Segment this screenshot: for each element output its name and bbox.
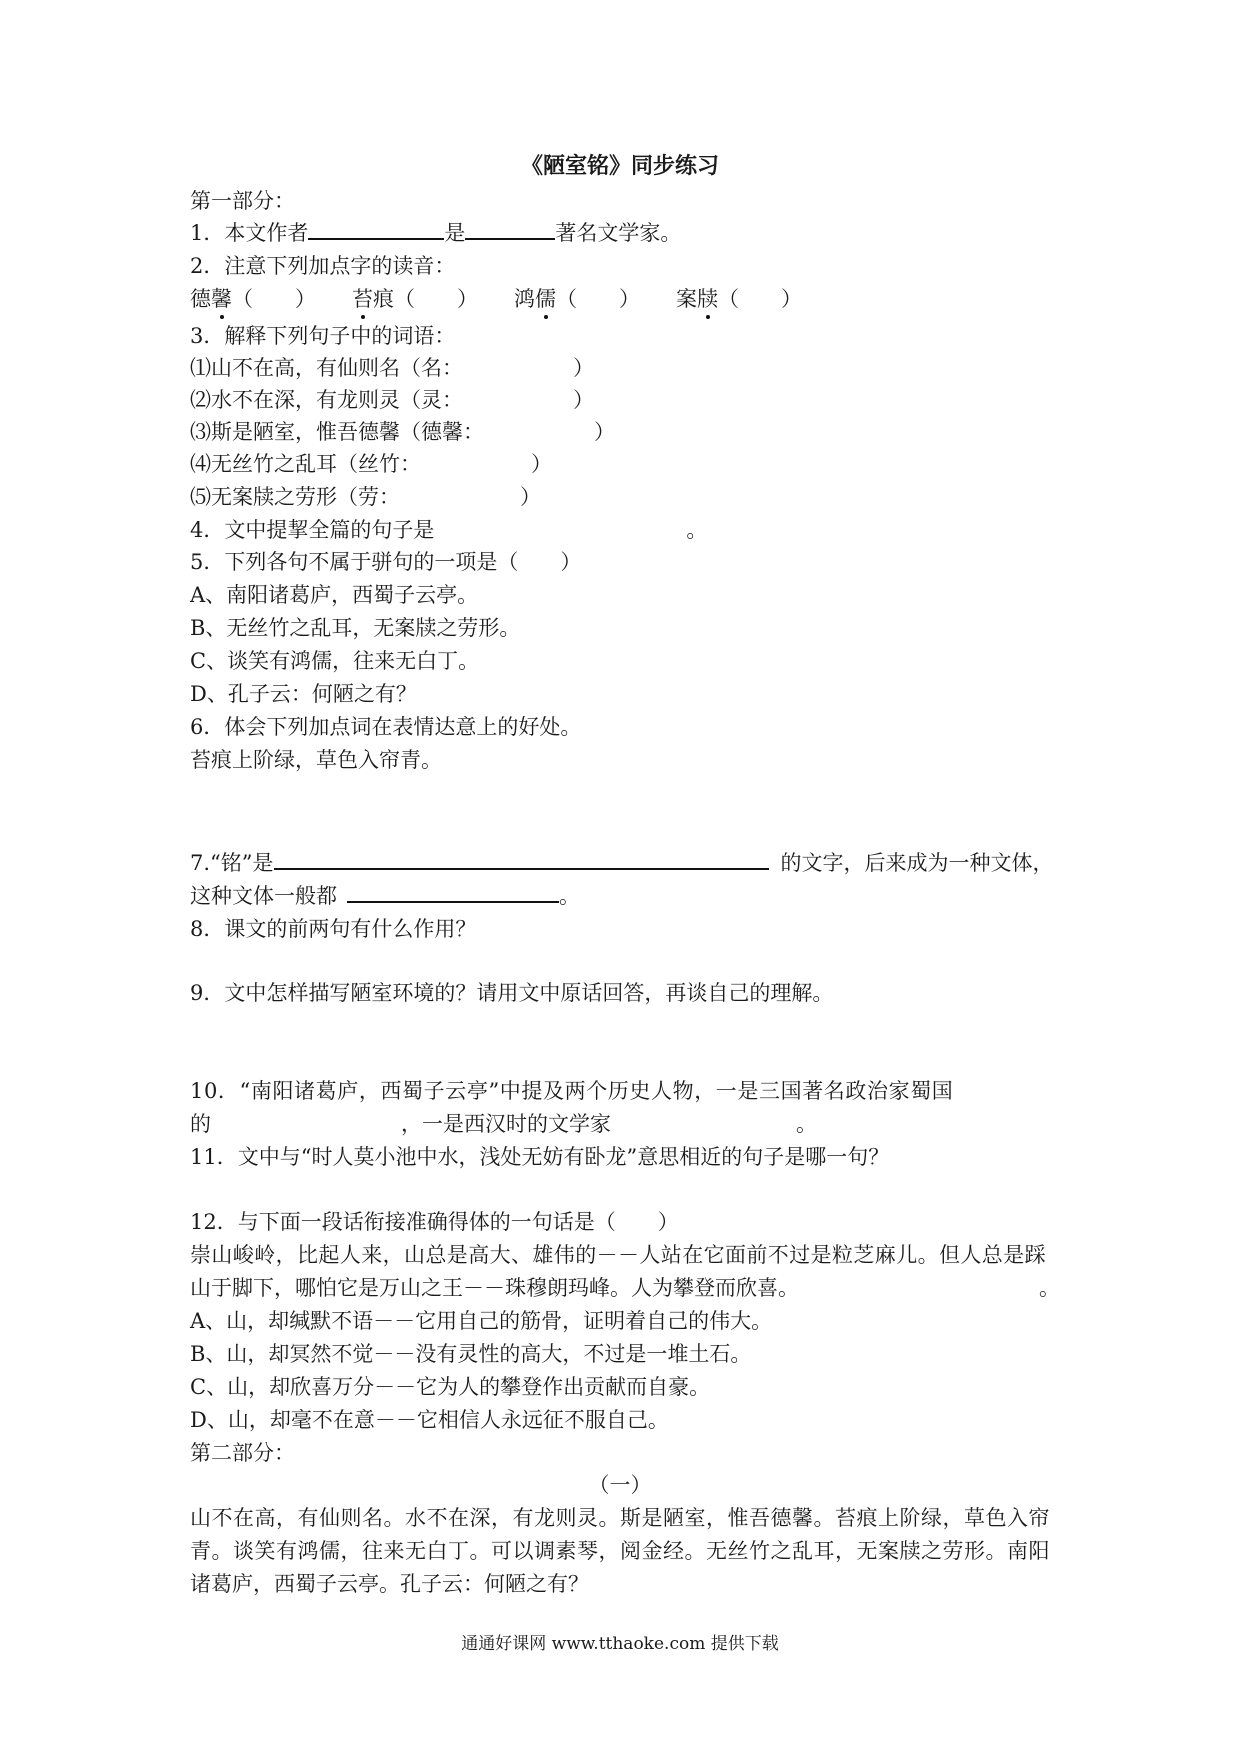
question-4: 4．文中提挈全篇的句子是 。 [190, 518, 708, 542]
q6-sentence: 苔痕上阶绿，草色入帘青。 [190, 748, 442, 772]
question-5-label: 5．下列各句不属于骈句的一项是（ ） [190, 550, 582, 574]
q12-option: D、山，却毫不在意－－它相信人永远征不服自己。 [190, 1408, 669, 1432]
q5-option: C、谈笑有鸿儒，往来无白丁。 [190, 649, 480, 673]
q12-paragraph-line2: 山于脚下，哪怕它是万山之王－－珠穆朗玛峰。人为攀登而欣喜。 。 [190, 1276, 1060, 1300]
passage-line: 诸葛庐，西蜀子云亭。孔子云：何陋之有？ [190, 1572, 589, 1596]
page-title: 《陋室铭》同步练习 [520, 153, 719, 179]
question-2-items [190, 284, 802, 314]
answer-blank [465, 220, 555, 240]
q3-item: ⑵水不在深，有龙则灵（灵： ） [190, 388, 594, 412]
question-7-line1: 7.“铭”是 的文字，后来成为一种文体， [190, 851, 1054, 875]
part1-heading: 第一部分： [190, 189, 295, 213]
q12-option: B、山，却冥然不觉－－没有灵性的高大，不过是一堆土石。 [190, 1342, 752, 1366]
dotted-char: 儒 [535, 284, 556, 314]
q12-option: C、山，却欣喜万分－－它为人的攀登作出贡献而自豪。 [190, 1375, 711, 1399]
question-11: 11．文中与“时人莫小池中水，浅处无妨有卧龙”意思相近的句子是哪一句？ [190, 1145, 890, 1169]
q3-item: ⑶斯是陋室，惟吾德馨（德馨： ） [190, 420, 615, 444]
q12-option: A、山，却缄默不语－－它用自己的筋骨，证明着自己的伟大。 [190, 1309, 773, 1333]
dotted-char: 苔 [352, 284, 373, 314]
question-2-label: 2．注意下列加点字的读音： [190, 254, 456, 278]
question-12-label: 12．与下面一段话衔接准确得体的一句话是（ ） [190, 1210, 679, 1234]
question-8: 8．课文的前两句有什么作用？ [190, 917, 477, 941]
answer-blank [308, 220, 444, 240]
passage-line: 山不在高，有仙则名。水不在深，有龙则灵。斯是陋室，惟吾德馨。苔痕上阶绿，草色入帘 [190, 1506, 1050, 1530]
q1-text-c: 著名文学家。 [555, 221, 682, 245]
q5-option: B、无丝竹之乱耳，无案牍之劳形。 [190, 616, 521, 640]
q5-option: D、孔子云：何陋之有？ [190, 682, 417, 706]
page-footer: 通通好课网 www.tthaoke.com 提供下载 [461, 1634, 779, 1654]
dotted-char: 馨 [211, 284, 232, 314]
question-1 [190, 218, 681, 248]
answer-blank [347, 883, 559, 903]
passage-line: 青。谈笑有鸿儒，往来无白丁。可以调素琴，阅金经。无丝竹之乱耳，无案牍之劳形。南阳 [190, 1539, 1050, 1563]
question-3-label: 3．解释下列句子中的词语： [190, 324, 456, 348]
q3-item: ⑷无丝竹之乱耳（丝竹： ） [190, 452, 552, 476]
q5-option: A、南阳诸葛庐，西蜀子云亭。 [190, 583, 479, 607]
q1-text-b: 是 [444, 221, 466, 245]
question-10-line1: 10．“南阳诸葛庐，西蜀子云亭”中提及两个历史人物，一是三国著名政治家蜀国 [190, 1079, 954, 1103]
question-6-label: 6．体会下列加点词在表情达意上的好处。 [190, 715, 582, 739]
q3-item: ⑸无案牍之劳形（劳： ） [190, 485, 541, 509]
q2-item: 鸿儒（ ） [514, 287, 640, 311]
q2-item: 苔痕（ ） [352, 287, 478, 311]
q12-paragraph-line1: 崇山峻岭，比起人来，山总是高大、雄伟的－－人站在它面前不过是粒芝麻儿。但人总是踩 [190, 1243, 1046, 1267]
section-heading: （一） [588, 1473, 652, 1497]
q2-item: 德馨（ ） [190, 287, 316, 311]
q2-item: 案牍（ ） [676, 287, 802, 311]
q1-text-a: 1．本文作者 [190, 221, 309, 245]
question-9: 9．文中怎样描写陋室环境的？请用文中原话回答，再谈自己的理解。 [190, 981, 834, 1005]
dotted-char: 牍 [697, 284, 718, 314]
question-10-line2: 的 ，一是西汉时的文学家 。 [190, 1112, 817, 1136]
q3-item: ⑴山不在高，有仙则名（名： ） [190, 356, 594, 380]
part2-heading: 第二部分： [190, 1441, 295, 1465]
question-7-line2: 这种文体一般都 。 [190, 884, 580, 908]
answer-blank [274, 850, 769, 870]
